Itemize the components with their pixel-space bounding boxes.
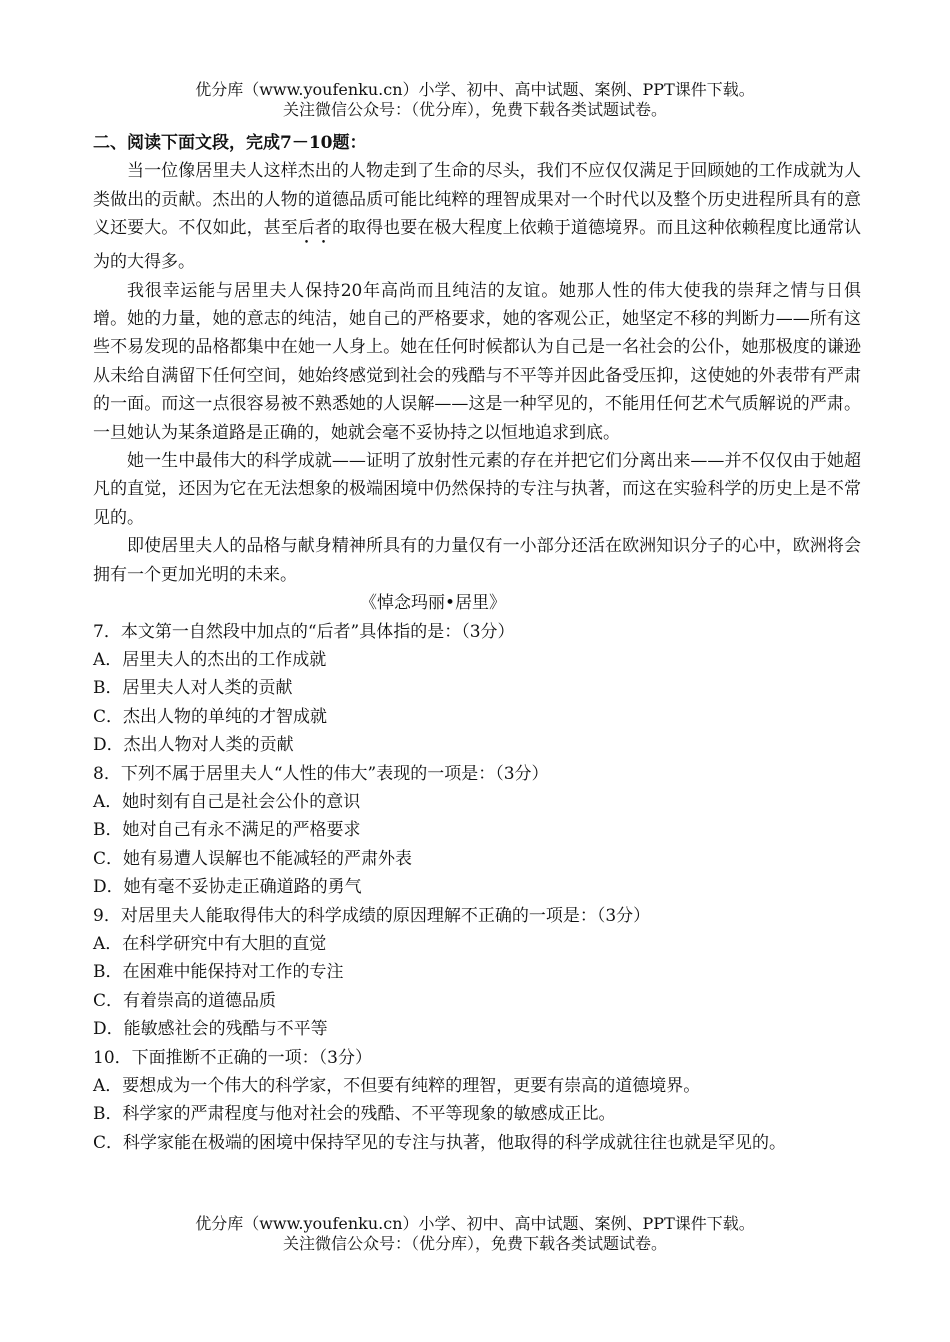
section-title: 二、阅读下面文段，完成7－10题： xyxy=(93,133,367,153)
p1-text-after: 的取得也要在极大程度上依赖于道德境界。而且这种依赖程度比通常认为的大得多。 xyxy=(93,218,862,273)
footer-line-2: 关注微信公众号：（优分库），免费下载各类试题试卷。 xyxy=(282,1234,667,1253)
option-a: A．她时刻有自己是社会公仆的意识 xyxy=(93,791,361,812)
question-stem: 9．对居里夫人能取得伟大的科学成绩的原因理解不正确的一项是：（3分） xyxy=(93,905,651,926)
question-stem: 8．下列不属于居里夫人“人性的伟大”表现的一项是：（3分） xyxy=(93,763,549,784)
passage-paragraph-4: 即使居里夫人的品格与献身精神所具有的力量仅有一小部分还活在欧洲知识分子的心中，欧洲将会拥有一个更加光明的未来。 xyxy=(93,536,861,585)
question-8 xyxy=(93,760,861,902)
question-10 xyxy=(93,1044,861,1158)
option-c: C．她有易遭人误解也不能减轻的严肃外表 xyxy=(93,848,413,869)
option-a: A．居里夫人的杰出的工作成就 xyxy=(93,649,327,670)
option-d: D．她有毫不妥协走正确道路的勇气 xyxy=(93,877,362,898)
dotted-emphasis-term: 后者 xyxy=(297,218,332,239)
passage-paragraph-2: 我很幸运能与居里夫人保持20年高尚而且纯洁的友谊。她那人性的伟大使我的崇拜之情与日俱增。她的力量，她的意志的纯洁，她自己的严格要求，她的客观公正，她坚定不移的判断力——所有这些不易发现的品格都集中在她一人身上。她在任何时候都认为自己是一名社会的公仆，她那极度的谦逊从未给自满留下任何空间，她始终感觉到社会的残酷与不平等并因此备受压抑，这使她的外表带有严肃的一面。而这一点很容易被不熟悉她的人误解——这是一种罕见的，不能用任何艺术气质解说的严肃。一旦她认为某条道路是正确的，她就会毫不妥协持之以恒地追求到底。 xyxy=(93,280,861,443)
question-7 xyxy=(93,618,861,760)
option-b: B．科学家的严肃程度与他对社会的残酷、不平等现象的敏感成正比。 xyxy=(93,1104,616,1125)
question-stem: 7．本文第一自然段中加点的“后者”具体指的是：（3分） xyxy=(93,621,515,642)
option-c: C．杰出人物的单纯的才智成就 xyxy=(93,706,328,727)
option-d: D．杰出人物对人类的贡献 xyxy=(93,735,294,756)
option-a: A．要想成为一个伟大的科学家，不但要有纯粹的理智，更要有崇高的道德境界。 xyxy=(93,1076,701,1096)
option-a: A．在科学研究中有大胆的直觉 xyxy=(93,933,327,954)
passage-paragraph-3: 她一生中最伟大的科学成就——证明了放射性元素的存在并把它们分离出来——并不仅仅由于她超凡的直觉，还因为它在无法想象的极端困境中仍然保持的专注与执著，而这在实验科学的历史上是不常见的。 xyxy=(93,451,861,528)
header-line-1: 优分库（www.youfenku.cn）小学、初中、高中试题、案例、PPT课件下载。 xyxy=(195,80,755,99)
option-c: C．科学家能在极端的困境中保持罕见的专注与执著，他取得的科学成就往往也就是罕见的。 xyxy=(93,1132,787,1153)
option-d: D．能敏感社会的残酷与不平等 xyxy=(93,1019,328,1040)
option-b: B．她对自己有永不满足的严格要求 xyxy=(93,820,361,841)
passage-source-caption: 《悼念玛丽•居里》 xyxy=(360,593,507,614)
document-body xyxy=(93,129,861,1157)
p1-text-before: 当一位像居里夫人这样杰出的人物走到了生命的尽头，我们不应仅仅满足于回顾她的工作成就为人类做出的贡献。杰出的人物的道德品质可能比纯粹的理智成果对一个时代以及整个历史进程所具有的意义还要大。不仅如此，甚至 xyxy=(93,161,861,239)
question-stem: 10．下面推断不正确的一项：（3分） xyxy=(93,1047,372,1068)
footer-line-1: 优分库（www.youfenku.cn）小学、初中、高中试题、案例、PPT课件下载。 xyxy=(195,1214,755,1233)
question-9 xyxy=(93,902,861,1044)
page-header xyxy=(0,80,950,120)
option-b: B．在困难中能保持对工作的专注 xyxy=(93,962,344,983)
passage-paragraph-1 xyxy=(93,157,861,276)
page-footer xyxy=(0,1214,950,1254)
option-b: B．居里夫人对人类的贡献 xyxy=(93,678,293,699)
option-c: C．有着崇高的道德品质 xyxy=(93,990,277,1011)
header-line-2: 关注微信公众号：（优分库），免费下载各类试题试卷。 xyxy=(282,100,667,119)
